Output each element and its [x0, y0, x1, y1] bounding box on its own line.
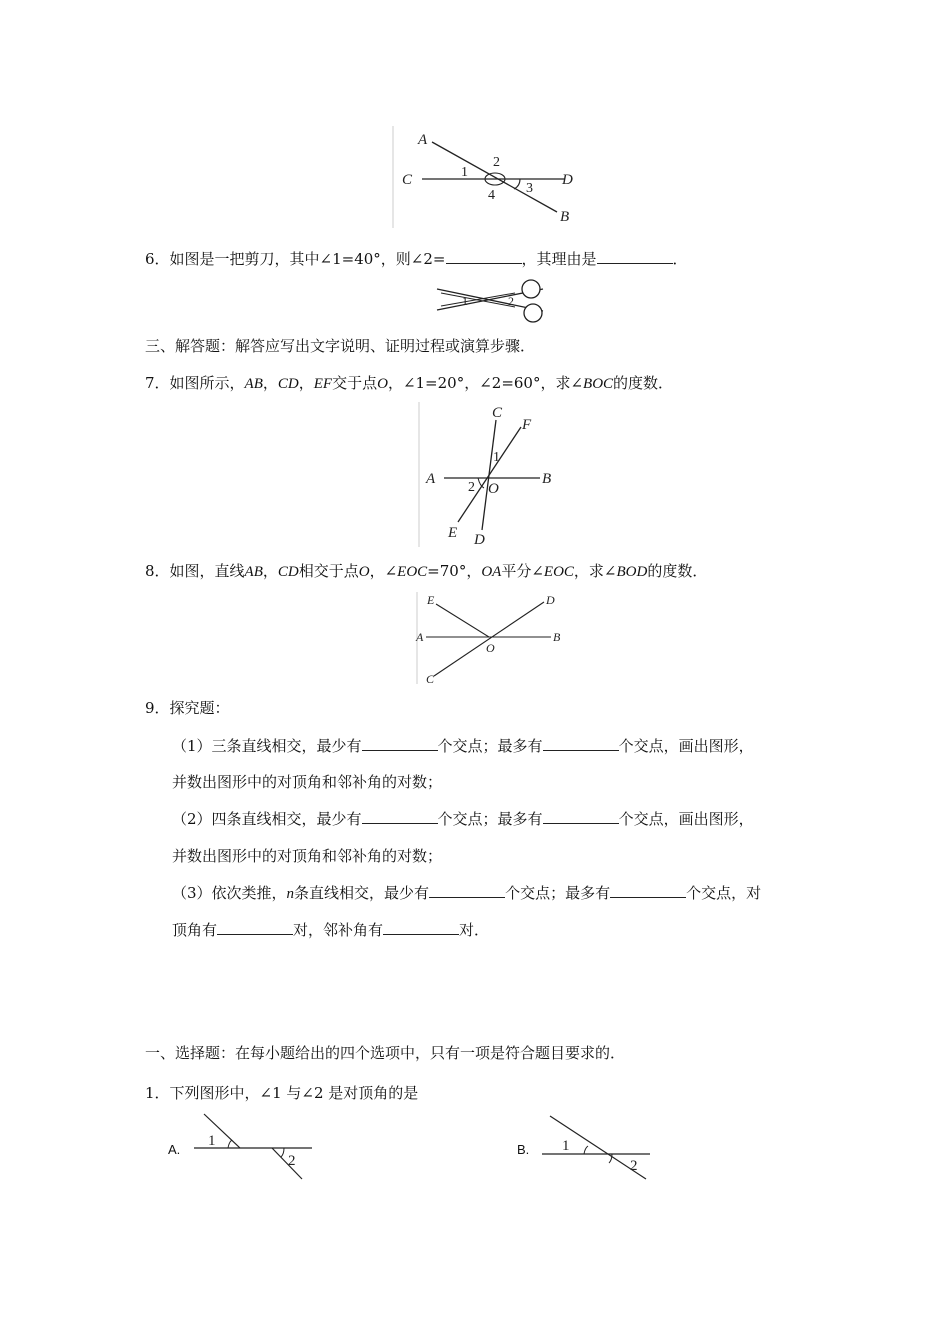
question-9-title: 9．探究题： [145, 699, 230, 717]
line-slanted-2 [272, 1148, 302, 1179]
angle-arc-1 [228, 1140, 232, 1148]
figure-scissors-q6 [435, 279, 545, 325]
angle-label-1: 1 [461, 165, 468, 180]
q9-blank-3b[interactable] [610, 883, 686, 898]
q6-text-c: ． [672, 250, 688, 268]
label-C: C [402, 172, 413, 188]
q9-blank-3a[interactable] [429, 883, 505, 898]
ray-oe [436, 604, 489, 637]
q9-part3-line2: 顶角有 对，邻补角有 对． [172, 921, 490, 939]
q9-blank-1b[interactable] [543, 736, 619, 751]
option-b-label[interactable]: B. [517, 1142, 530, 1157]
angle-arc-2 [281, 1148, 284, 1157]
q9-blank-2b[interactable] [543, 809, 619, 824]
question-7: 7．如图所示，AB，CD，EF交于点O，∠1=20°，∠2=60°，求∠BOC的度数． [145, 374, 674, 392]
label-B: B [542, 471, 552, 487]
angle-label-2: 2 [288, 1153, 296, 1169]
q9-blank-2a[interactable] [362, 809, 438, 824]
label-D: D [474, 532, 485, 548]
q6-text-b: ，其理由是 [521, 250, 597, 268]
label-D: D [546, 593, 555, 607]
label-O: O [488, 481, 499, 497]
angle-label-2: 2 [630, 1158, 638, 1174]
q9-part3-line1: （3）依次类推，n条直线相交，最少有 个交点；最多有 个交点，对 [172, 884, 762, 902]
q9-part1-line2: 并数出图形中的对顶角和邻补角的对数； [172, 773, 443, 791]
angle-label-1: 1 [562, 1138, 570, 1154]
scissor-handle-bottom [524, 304, 542, 322]
angle-label-3: 3 [526, 181, 533, 196]
label-E: E [448, 525, 458, 541]
option-a-label[interactable]: A. [168, 1142, 181, 1157]
angle-label-2: 2 [468, 480, 475, 495]
label-E: E [427, 593, 435, 607]
q6-blank-angle2[interactable] [446, 249, 522, 264]
q6-blank-reason[interactable] [597, 249, 673, 264]
label-B: B [560, 209, 570, 225]
label-D: D [562, 172, 573, 188]
q6-text-a: 6．如图是一把剪刀，其中∠1=40°，则∠2= [145, 250, 446, 268]
line-ef [458, 427, 521, 522]
label-F: F [522, 417, 532, 433]
angle-label-1: 1 [462, 294, 468, 308]
label-A: A [416, 630, 424, 644]
q9-part2-line1: （2）四条直线相交，最少有 个交点；最多有 个交点，画出图形， [172, 810, 754, 828]
angle-label-1: 1 [208, 1133, 216, 1149]
q9-blank-3c[interactable] [217, 920, 293, 935]
figure-intersecting-lines-q5 [392, 126, 592, 228]
q9-blank-1a[interactable] [362, 736, 438, 751]
section-1-heading: 一、选择题：在每小题给出的四个选项中，只有一项是符合题目要求的． [145, 1044, 626, 1062]
label-A: A [418, 132, 428, 148]
question-1: 1．下列图形中，∠1 与∠2 是对顶角的是 [145, 1084, 419, 1102]
option-a-figure[interactable] [192, 1112, 317, 1184]
label-C: C [426, 672, 435, 686]
label-A: A [426, 471, 436, 487]
q9-part1-line1: （1）三条直线相交，最少有 个交点；最多有 个交点，画出图形， [172, 737, 754, 755]
figure-lines-q8 [416, 592, 566, 684]
angle-3-arc [514, 179, 520, 189]
angle-label-2: 2 [508, 294, 514, 308]
label-C: C [492, 405, 503, 421]
scissor-handle-top [522, 280, 540, 298]
angle-label-1: 1 [493, 450, 500, 465]
question-8: 8．如图，直线AB，CD相交于点O，∠EOC=70°，OA平分∠EOC，求∠BOD的度数． [145, 562, 708, 580]
angle-label-4: 4 [488, 188, 495, 203]
angle-label-2: 2 [493, 155, 500, 170]
figure-three-lines-q7 [418, 402, 568, 547]
label-O: O [486, 641, 495, 655]
label-B: B [553, 630, 561, 644]
question-6 [145, 249, 688, 269]
angle-arc-1 [584, 1146, 588, 1154]
option-b-figure[interactable] [540, 1112, 665, 1184]
q9-blank-3d[interactable] [383, 920, 459, 935]
q9-part2-line2: 并数出图形中的对顶角和邻补角的对数； [172, 847, 443, 865]
section-3-heading: 三、解答题：解答应写出文字说明、证明过程或演算步骤． [145, 337, 536, 355]
